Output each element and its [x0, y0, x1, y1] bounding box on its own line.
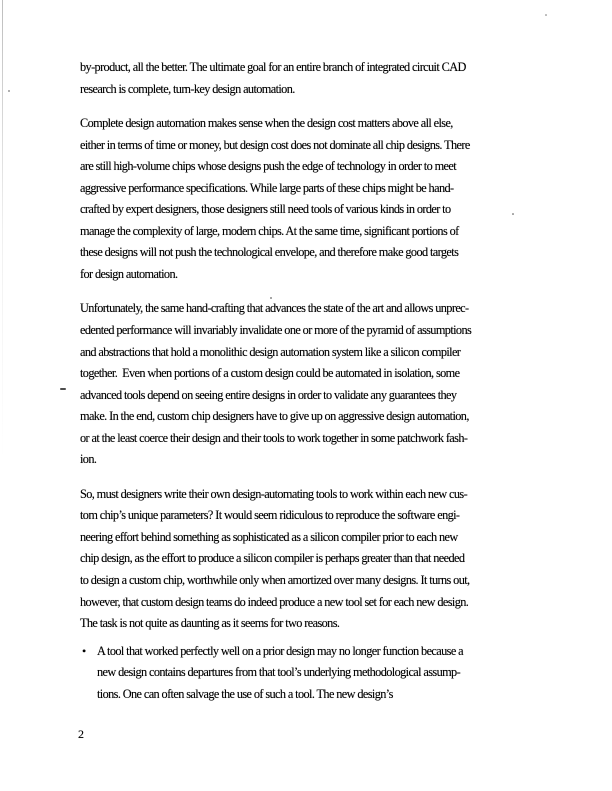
paragraph-designers-tools — [80, 484, 570, 635]
text-line: The task is not quite as daunting as it seems for two reasons. — [80, 616, 340, 631]
text-line: or at the least coerce their design and their tools to work together in some patchwork fash- — [80, 430, 468, 445]
text-line: tom chip’s unique parameters? It would seem ridiculous to reproduce the software engi- — [80, 508, 460, 523]
scan-artifact-speck — [545, 14, 547, 16]
text-line: make. In the end, custom chip designers have to give up on aggressive design automation, — [80, 409, 469, 424]
text-line: A tool that worked perfectly well on a prior design may no longer function because a — [97, 643, 463, 658]
bullet-item — [80, 641, 570, 706]
text-line: chip design, as the effort to produce a silicon compiler is perhaps greater than that needed — [80, 551, 465, 566]
text-line: crafted by expert designers, those designers still need tools of various kinds in order to — [80, 202, 451, 217]
text-line: tions. One can often salvage the use of such a tool. The new design’s — [97, 686, 393, 701]
text-line: these designs will not push the technological envelope, and therefore make good targets — [80, 245, 459, 260]
page-number: 2 — [78, 727, 84, 741]
text-line: to design a custom chip, worthwhile only when amortized over many designs. It turns out, — [80, 573, 470, 588]
text-block — [80, 57, 570, 718]
scan-artifact-speck — [512, 213, 514, 215]
scan-artifact-speck — [8, 90, 10, 92]
bullet-text — [97, 641, 570, 706]
scan-artifact-speck — [270, 297, 272, 299]
text-line: neering effort behind something as sophisticated as a silicon compiler prior to each new — [80, 529, 458, 544]
text-line: for design automation. — [80, 266, 178, 281]
text-line: research is complete, turn-key design automation. — [80, 81, 295, 96]
text-line: together. Even when portions of a custom design could be automated in isolation, some — [80, 366, 460, 381]
text-line: new design contains departures from that tool’s underlying methodological assump- — [97, 665, 461, 680]
scan-artifact-edge-line — [2, 0, 3, 459]
text-line: Unfortunately, the same hand-crafting that advances the state of the art and allows unprec- — [80, 301, 469, 316]
paragraph-hand-crafting — [80, 298, 570, 470]
paragraph-design-automation — [80, 113, 570, 285]
text-line: however, that custom design teams do indeed produce a new tool set for each new design. — [80, 594, 469, 609]
text-line: edented performance will invariably invalidate one or more of the pyramid of assumptions — [80, 323, 472, 338]
scan-artifact-margin-dash — [60, 388, 66, 390]
text-line: either in terms of time or money, but design cost does not dominate all chip designs. There — [80, 137, 470, 152]
text-line: manage the complexity of large, modern chips. At the same time, significant portions of — [80, 223, 459, 238]
text-line: aggressive performance specifications. While large parts of these chips might be hand- — [80, 180, 454, 195]
paragraph-intro — [80, 57, 570, 100]
text-line: and abstractions that hold a monolithic design automation system like a silicon compiler — [80, 344, 461, 359]
text-line: Complete design automation makes sense when the design cost matters above all else, — [80, 116, 453, 131]
text-line: ion. — [80, 452, 97, 467]
text-line: are still high-volume chips whose designs push the edge of technology in order to meet — [80, 159, 457, 174]
text-line: So, must designers write their own design-automating tools to work within each new cus- — [80, 486, 468, 501]
bullet-marker: • — [82, 643, 86, 658]
text-line: by-product, all the better. The ultimate goal for an entire branch of integrated circuit CAD — [80, 60, 466, 74]
text-line: advanced tools depend on seeing entire designs in order to validate any guarantees they — [80, 387, 457, 402]
